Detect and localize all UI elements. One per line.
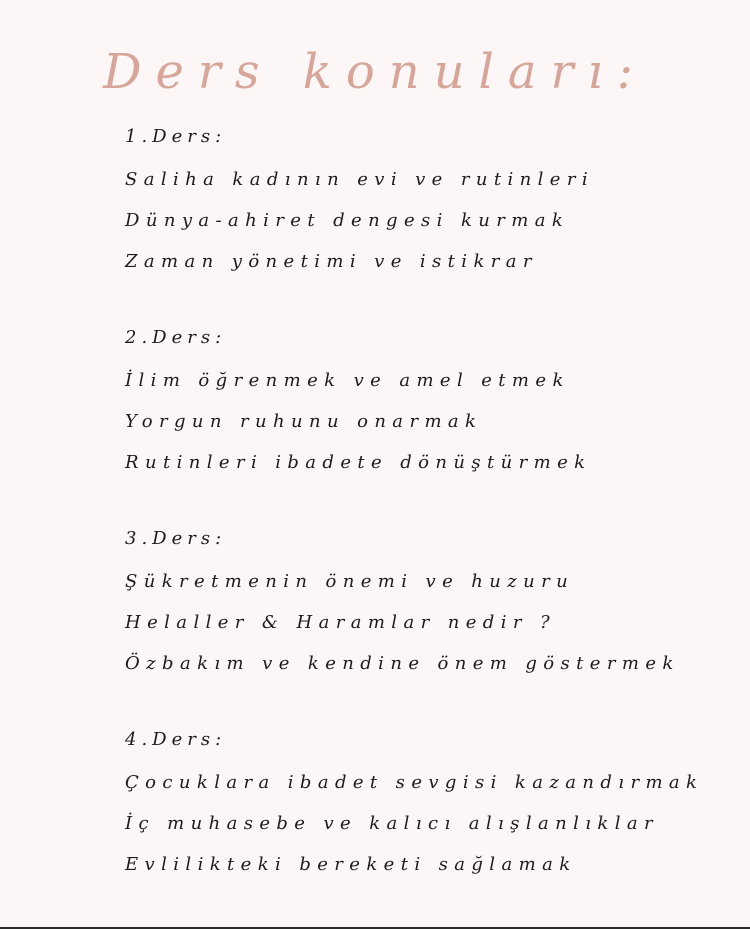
lesson-heading: 2.Ders: (125, 327, 227, 348)
lesson-topic: Rutinleri ibadete dönüştürmek (125, 452, 592, 473)
lesson-topic: Zaman yönetimi ve istikrar (125, 251, 538, 272)
lesson-topic: Dünya-ahiret dengesi kurmak (125, 210, 570, 231)
lesson-2 (125, 323, 725, 483)
lesson-topic: Özbakım ve kendine önem göstermek (125, 653, 680, 674)
lesson-topic: Helaller & Haramlar nedir ? (125, 612, 557, 633)
lesson-topic: İlim öğrenmek ve amel etmek (125, 370, 570, 391)
lesson-topic: Yorgun ruhunu onarmak (125, 411, 483, 432)
lesson-topic: İç muhasebe ve kalıcı alışlanlıklar (125, 813, 660, 834)
lesson-heading: 4.Ders: (125, 729, 227, 750)
lesson-1 (125, 122, 725, 282)
lesson-3 (125, 524, 725, 684)
lesson-4 (125, 725, 725, 885)
lesson-heading: 1.Ders: (125, 126, 227, 147)
lesson-topic: Evlilikteki bereketi sağlamak (125, 854, 577, 875)
lesson-topic: Şükretmenin önemi ve huzuru (125, 571, 575, 592)
lesson-list (125, 122, 725, 926)
lesson-topic: Saliha kadının evi ve rutinleri (125, 169, 594, 190)
lesson-topic: Çocuklara ibadet sevgisi kazandırmak (125, 772, 704, 793)
lesson-heading: 3.Ders: (125, 528, 227, 549)
page-title: Ders konuları: (103, 44, 647, 100)
